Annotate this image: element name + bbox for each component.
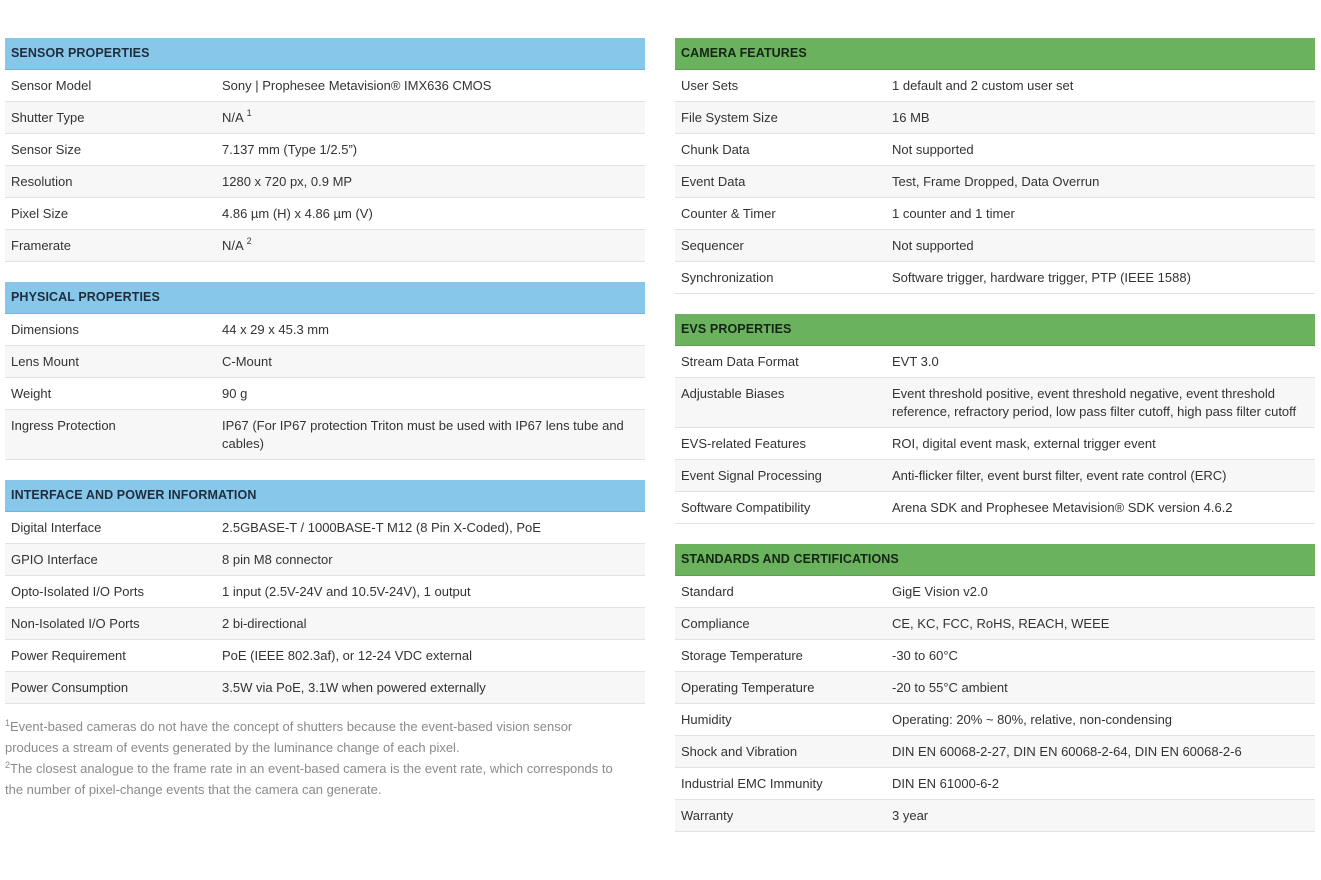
spec-row-counter-timer: [675, 198, 1315, 230]
spec-row-stream-data-format: [675, 346, 1315, 378]
spec-value-text: DIN EN 60068-2-27, DIN EN 60068-2-64, DIN EN 60068-2-6: [892, 744, 1242, 759]
section-title: CAMERA FEATURES: [675, 38, 1315, 70]
spec-row-event-data: [675, 166, 1315, 198]
spec-row-shock-and-vibration: [675, 736, 1315, 768]
spec-value: [222, 321, 645, 339]
spec-table: [5, 70, 645, 262]
spec-row-sequencer: [675, 230, 1315, 262]
spec-value-text: Not supported: [892, 238, 974, 253]
spec-row-chunk-data: [675, 134, 1315, 166]
spec-value: [892, 237, 1315, 255]
spec-value-text: Arena SDK and Prophesee Metavision® SDK version 4.6.2: [892, 500, 1233, 515]
spec-row-synchronization: [675, 262, 1315, 294]
spec-value: [222, 551, 645, 569]
spec-value: [892, 499, 1315, 517]
spec-value: [222, 353, 645, 371]
spec-value-text: 1280 x 720 px, 0.9 MP: [222, 174, 353, 189]
spec-row-power-requirement: [5, 640, 645, 672]
spec-label: Industrial EMC Immunity: [681, 776, 823, 791]
spec-row-warranty: [675, 800, 1315, 832]
spec-value-text: 1 counter and 1 timer: [892, 206, 1015, 221]
spec-section-interface-and-power-information: [5, 480, 645, 704]
spec-value: [892, 173, 1315, 191]
footnote-number: 2: [5, 760, 11, 770]
spec-value-text: C-Mount: [222, 354, 272, 369]
spec-label: Event Signal Processing: [681, 468, 822, 483]
footnote-1: [5, 716, 625, 758]
spec-label: GPIO Interface: [11, 552, 98, 567]
spec-label: Synchronization: [681, 270, 774, 285]
spec-row-user-sets: [675, 70, 1315, 102]
section-title: STANDARDS AND CERTIFICATIONS: [675, 544, 1315, 576]
spec-value: [222, 615, 645, 633]
spec-value-text: 1 default and 2 custom user set: [892, 78, 1074, 93]
spec-label: Chunk Data: [681, 142, 750, 157]
spec-row-storage-temperature: [675, 640, 1315, 672]
spec-value: [892, 435, 1315, 453]
spec-value: [892, 615, 1315, 633]
spec-value: [892, 775, 1315, 793]
footnote-2: [5, 758, 625, 800]
spec-value: [892, 679, 1315, 697]
spec-value-text: Not supported: [892, 142, 974, 157]
spec-value: [892, 353, 1315, 371]
spec-row-event-signal-processing: [675, 460, 1315, 492]
spec-label: Non-Isolated I/O Ports: [11, 616, 140, 631]
spec-value-text: 7.137 mm (Type 1/2.5”): [222, 142, 358, 157]
spec-label: Digital Interface: [11, 520, 102, 535]
spec-row-resolution: [5, 166, 645, 198]
spec-label: File System Size: [681, 110, 778, 125]
spec-label: Sequencer: [681, 238, 744, 253]
spec-label: Shutter Type: [11, 110, 85, 125]
section-title: INTERFACE AND POWER INFORMATION: [5, 480, 645, 512]
spec-row-lens-mount: [5, 346, 645, 378]
spec-value-text: 2 bi-directional: [222, 616, 307, 631]
section-title: EVS PROPERTIES: [675, 314, 1315, 346]
spec-value-text: 1 input (2.5V-24V and 10.5V-24V), 1 output: [222, 584, 471, 599]
spec-label: Standard: [681, 584, 734, 599]
spec-value-text: Sony | Prophesee Metavision® IMX636 CMOS: [222, 78, 492, 93]
spec-label: Power Requirement: [11, 648, 126, 663]
spec-value-text: PoE (IEEE 802.3af), or 12-24 VDC external: [222, 648, 473, 663]
spec-section-physical-properties: [5, 282, 645, 460]
spec-section-standards-and-certifications: [675, 544, 1315, 832]
spec-label: Event Data: [681, 174, 746, 189]
spec-row-gpio-interface: [5, 544, 645, 576]
spec-value-text: IP67 (For IP67 protection Triton must be used with IP67 lens tube and cables): [222, 418, 624, 451]
spec-label: Warranty: [681, 808, 734, 823]
spec-value: [222, 237, 645, 255]
spec-value: [222, 109, 645, 127]
spec-label: Lens Mount: [11, 354, 79, 369]
spec-value-text: Test, Frame Dropped, Data Overrun: [892, 174, 1100, 189]
spec-section-sensor-properties: [5, 38, 645, 262]
spec-value-text: DIN EN 61000-6-2: [892, 776, 999, 791]
spec-label: Framerate: [11, 238, 71, 253]
spec-value: [892, 743, 1315, 761]
spec-value-text: EVT 3.0: [892, 354, 939, 369]
spec-row-software-compatibility: [675, 492, 1315, 524]
spec-value: [222, 385, 645, 403]
spec-value: [222, 583, 645, 601]
section-title: PHYSICAL PROPERTIES: [5, 282, 645, 314]
spec-label: Dimensions: [11, 322, 79, 337]
spec-value-text: 90 g: [222, 386, 248, 401]
spec-value-text: Operating: 20% ~ 80%, relative, non-condensing: [892, 712, 1173, 727]
spec-label: Shock and Vibration: [681, 744, 798, 759]
spec-value-text: -30 to 60°C: [892, 648, 958, 663]
right-spec-column: [675, 38, 1315, 852]
spec-row-adjustable-biases: [675, 378, 1315, 428]
spec-value: [892, 77, 1315, 95]
spec-row-power-consumption: [5, 672, 645, 704]
spec-label: Humidity: [681, 712, 732, 727]
spec-label: EVS-related Features: [681, 436, 807, 451]
spec-value: [222, 77, 645, 95]
section-title: SENSOR PROPERTIES: [5, 38, 645, 70]
spec-value: [222, 205, 645, 223]
spec-label: Sensor Size: [11, 142, 82, 157]
footnote-text: Event-based cameras do not have the concept of shutters because the event-based vision sensor produces a stream of events generated by the luminance change of each pixel.: [5, 719, 573, 755]
spec-value-text: 4.86 µm (H) x 4.86 µm (V): [222, 206, 373, 221]
spec-value-text: 44 x 29 x 45.3 mm: [222, 322, 329, 337]
spec-label: Stream Data Format: [681, 354, 799, 369]
footnote-marker: 2: [246, 236, 252, 246]
spec-value: [892, 807, 1315, 825]
spec-section-evs-properties: [675, 314, 1315, 524]
spec-label: Compliance: [681, 616, 750, 631]
footnotes: [5, 716, 625, 800]
spec-value: [892, 109, 1315, 127]
spec-value: [892, 647, 1315, 665]
spec-value: [892, 583, 1315, 601]
spec-value: [222, 141, 645, 159]
spec-value: [222, 519, 645, 537]
spec-value-text: -20 to 55°C ambient: [892, 680, 1008, 695]
spec-label: Pixel Size: [11, 206, 69, 221]
spec-value-text: 16 MB: [892, 110, 930, 125]
spec-row-sensor-model: [5, 70, 645, 102]
spec-table: [5, 314, 645, 460]
spec-value-text: GigE Vision v2.0: [892, 584, 988, 599]
spec-label: Opto-Isolated I/O Ports: [11, 584, 144, 599]
spec-label: Sensor Model: [11, 78, 92, 93]
spec-row-weight: [5, 378, 645, 410]
spec-label: Ingress Protection: [11, 418, 116, 433]
spec-row-standard: [675, 576, 1315, 608]
spec-row-dimensions: [5, 314, 645, 346]
spec-value-text: 2.5GBASE-T / 1000BASE-T M12 (8 Pin X-Coded), PoE: [222, 520, 541, 535]
footnote-marker: 1: [246, 108, 252, 118]
footnote-number: 1: [5, 718, 11, 728]
spec-row-framerate: [5, 230, 645, 262]
spec-table: [675, 70, 1315, 294]
spec-value-text: N/A: [222, 110, 243, 125]
spec-row-pixel-size: [5, 198, 645, 230]
spec-row-opto-isolated-i-o-ports: [5, 576, 645, 608]
spec-row-evs-related-features: [675, 428, 1315, 460]
spec-value: [222, 647, 645, 665]
left-spec-column: [5, 38, 645, 724]
spec-value-text: Software trigger, hardware trigger, PTP (IEEE 1588): [892, 270, 1191, 285]
spec-value-text: 3 year: [892, 808, 929, 823]
spec-value-text: 8 pin M8 connector: [222, 552, 333, 567]
spec-value: [222, 679, 645, 697]
spec-value: [222, 173, 645, 191]
spec-label: Resolution: [11, 174, 73, 189]
spec-table: [675, 346, 1315, 524]
spec-row-shutter-type: [5, 102, 645, 134]
spec-row-non-isolated-i-o-ports: [5, 608, 645, 640]
footnote-text: The closest analogue to the frame rate in an event-based camera is the event rate, which corresponds to the number of pixel-change events that the camera can generate.: [5, 761, 613, 797]
spec-row-humidity: [675, 704, 1315, 736]
spec-value-text: Anti-flicker filter, event burst filter, event rate control (ERC): [892, 468, 1227, 483]
spec-value-text: N/A: [222, 238, 243, 253]
spec-label: Weight: [11, 386, 52, 401]
spec-row-file-system-size: [675, 102, 1315, 134]
spec-value-text: CE, KC, FCC, RoHS, REACH, WEEE: [892, 616, 1110, 631]
spec-label: User Sets: [681, 78, 739, 93]
spec-table: [5, 512, 645, 704]
spec-label: Counter & Timer: [681, 206, 776, 221]
spec-value: [892, 467, 1315, 485]
spec-value: [892, 141, 1315, 159]
spec-section-camera-features: [675, 38, 1315, 294]
spec-row-digital-interface: [5, 512, 645, 544]
spec-value: [892, 385, 1315, 421]
spec-label: Adjustable Biases: [681, 386, 785, 401]
spec-value-text: Event threshold positive, event threshold negative, event threshold reference, refractory period, low pass filter cutoff, high pass filter cutoff: [892, 386, 1297, 419]
spec-value-text: ROI, digital event mask, external trigger event: [892, 436, 1156, 451]
spec-row-ingress-protection: [5, 410, 645, 460]
spec-label: Power Consumption: [11, 680, 129, 695]
spec-value-text: 3.5W via PoE, 3.1W when powered externally: [222, 680, 486, 695]
spec-row-operating-temperature: [675, 672, 1315, 704]
spec-row-compliance: [675, 608, 1315, 640]
spec-value: [892, 269, 1315, 287]
spec-value: [222, 417, 645, 453]
spec-value: [892, 711, 1315, 729]
spec-row-sensor-size: [5, 134, 645, 166]
spec-label: Storage Temperature: [681, 648, 803, 663]
spec-row-industrial-emc-immunity: [675, 768, 1315, 800]
spec-table: [675, 576, 1315, 832]
spec-label: Operating Temperature: [681, 680, 815, 695]
spec-label: Software Compatibility: [681, 500, 811, 515]
spec-value: [892, 205, 1315, 223]
